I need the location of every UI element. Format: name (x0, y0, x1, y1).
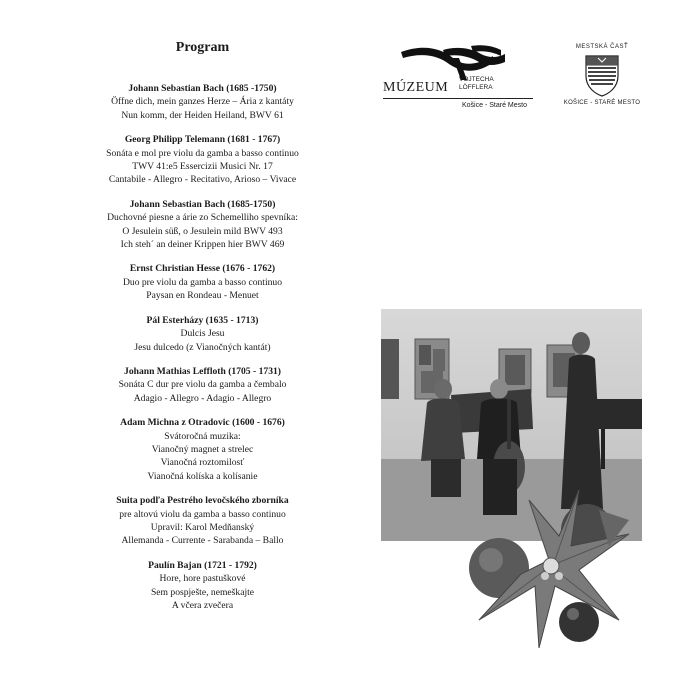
wave-flag-icon (383, 44, 533, 84)
program-piece (60, 365, 345, 405)
coat-of-arms-icon (584, 54, 620, 98)
piece-line: Sonáta C dur pre violu da gamba a čembalo (118, 379, 287, 391)
program-piece (60, 262, 345, 302)
composer-heading: Johann Mathias Leffloth (1705 - 1731) (124, 365, 281, 377)
district-logo (560, 44, 644, 110)
piece-line: Dulcis Jesu (180, 328, 225, 340)
district-title: MESTSKÁ ČASŤ (575, 44, 629, 50)
composer-heading: Pál Esterházy (1635 - 1713) (146, 314, 259, 326)
piece-line: Upravil: Karol Medňanský (150, 521, 255, 533)
piece-line: Vianočná roztomilosť (160, 457, 245, 469)
museum-name: MÚZEUM (383, 80, 449, 95)
piece-line: Paysan en Rondeau - Menuet (146, 290, 259, 302)
piece-line: TWV 41:e5 Essercizii Musici Nr. 17 (132, 161, 273, 173)
piece-line: Ich steh´ an deiner Krippen hier BWV 469 (120, 239, 285, 251)
program-piece (60, 494, 345, 548)
composer-heading: Johann Sebastian Bach (1685-1750) (129, 198, 276, 210)
composer-heading: Johann Sebastian Bach (1685 -1750) (128, 83, 277, 94)
piece-line: Cantabile - Allegro - Recitativo, Arioso – Vivace (108, 174, 297, 186)
museum-divider (383, 98, 533, 99)
christmas-ornament-decoration (459, 490, 634, 650)
program-column (60, 40, 345, 623)
program-piece (60, 82, 345, 122)
program-piece (60, 416, 345, 483)
piece-line: A včera zvečera (171, 600, 234, 611)
program-piece (60, 198, 345, 252)
program-piece (60, 559, 345, 613)
piece-line: Svátoročná muzika: (164, 430, 241, 442)
piece-line: Duchovné piesne a árie zo Schemelliho spevníka: (107, 212, 298, 224)
piece-line: Hore, hore pastuškové (159, 573, 246, 585)
composer-heading: Paulín Bajan (1721 - 1792) (148, 559, 257, 571)
piece-line: pre altovú violu da gamba a basso continuo (119, 508, 286, 520)
composer-heading: Suita podľa Pestrého levočského zborníka (116, 495, 289, 507)
program-list (60, 82, 345, 612)
piece-line: Vianočná kolíska a kolísanie (147, 470, 258, 482)
piece-line: Öffne dich, mein ganzes Herze – Ária z kantáty (111, 96, 294, 108)
museum-subtitle: VOJTECHA LÖFFLERA (459, 76, 494, 91)
piece-line: O Jesulein süß, o Jesulein mild BWV 493 (122, 225, 283, 237)
museum-logo (383, 44, 533, 110)
piece-line: Sem pospješte, nemeškajte (150, 586, 255, 598)
composer-heading: Adam Michna z Otradovic (1600 - 1676) (120, 417, 285, 429)
district-subtitle: KOŠICE - STARÉ MESTO (563, 100, 641, 106)
museum-city: Košice - Staré Mesto (462, 102, 527, 109)
program-piece (60, 133, 345, 187)
composer-heading: Ernst Christian Hesse (1676 - 1762) (129, 263, 276, 275)
program-piece (60, 314, 345, 354)
piece-line: Duo pre violu da gamba a basso continuo (122, 276, 283, 288)
piece-line: Sonáta e mol pre violu da gamba a basso continuo (106, 147, 299, 159)
piece-line: Allemanda - Currente - Sarabanda – Ballo (121, 535, 284, 547)
piece-line: Nun komm, der Heiden Heiland, BWV 61 (121, 109, 284, 121)
piece-line: Vianočný magnet a strelec (151, 443, 254, 455)
composer-heading: Georg Philipp Telemann (1681 - 1767) (124, 134, 281, 146)
piece-line: Jesu dulcedo (z Vianočných kantát) (134, 341, 271, 353)
piece-line: Adagio - Allegro - Adagio - Allegro (133, 392, 272, 404)
program-title: Program (175, 40, 230, 55)
